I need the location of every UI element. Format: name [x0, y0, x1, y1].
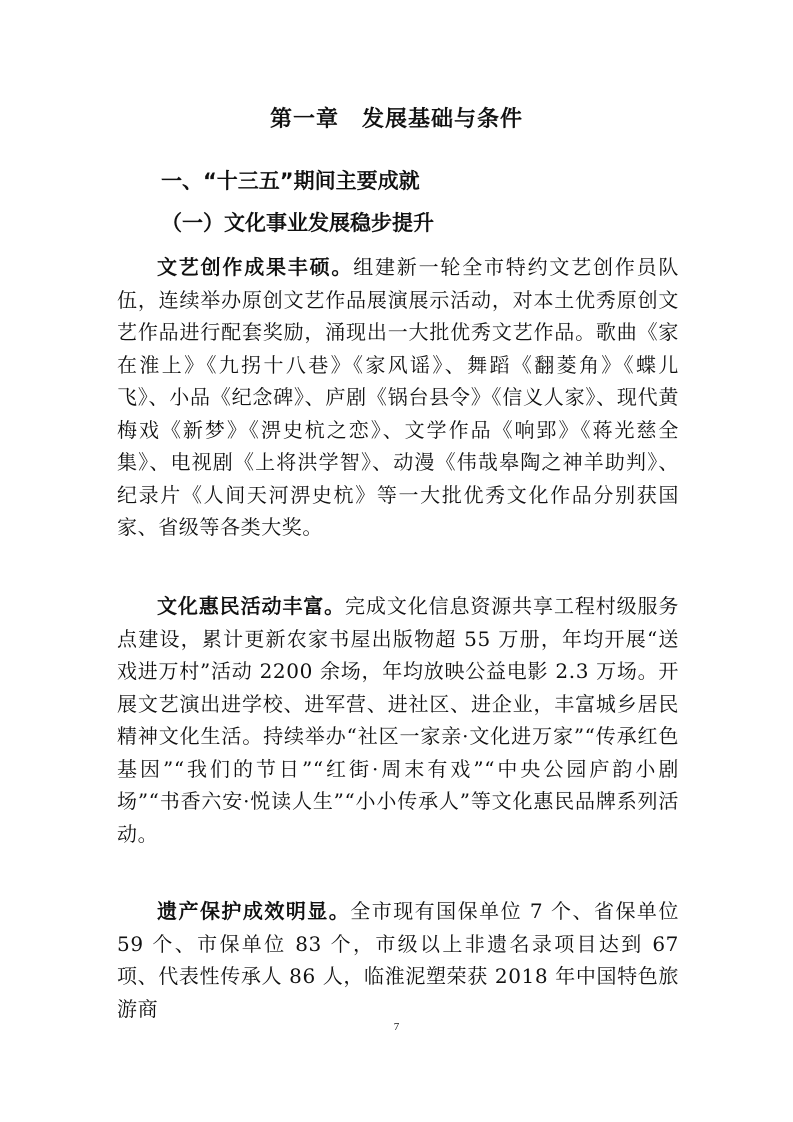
paragraph-body: 完成文化信息资源共享工程村级服务点建设，累计更新农家书屋出版物超 55 万册，年均开展“送戏进万村”活动 2200 余场，年均放映公益电影 2.3 万场。开展文艺演出进学校、进军营、进社区、进企业，丰富城乡居民精神文化生活。持续举办“社区一家亲·文化进万家”“传承红色基因”“我们的节日”“红街·周末有戏”“中央公园庐韵小剧场”“书香六安·悦读人生”“小小传承人”等文化惠民品牌系列活动。 [117, 594, 679, 846]
paragraph-lead: 遗产保护成效明显。 [157, 899, 351, 923]
paragraph-body: 全市现有国保单位 7 个、省保单位 59 个、市保单位 83 个，市级以上非遗名录项目达到 67 项、代表性传承人 86 人，临淮泥塑荣获 2018 年中国特色旅游商 [117, 899, 680, 1021]
paragraph-culture-benefit [117, 590, 679, 850]
paragraph-lead: 文化惠民活动丰富。 [157, 594, 346, 618]
chapter-title: 第一章 发展基础与条件 [269, 107, 523, 132]
paragraph-culture-creation [117, 251, 679, 544]
paragraph-body: 组建新一轮全市特约文艺创作员队伍，连续举办原创文艺作品展演展示活动，对本土优秀原创文艺作品进行配套奖励，涌现出一大批优秀文艺作品。歌曲《家在淮上》《九拐十八巷》《家风谣》、舞蹈《翻菱角》《蝶儿飞》、小品《纪念碑》、庐剧《锅台县令》《信义人家》、现代黄梅戏《新梦》《淠史杭之恋》、文学作品《响郢》《蒋光慈全集》、电视剧《上将洪学智》、动漫《伟哉皋陶之神羊助判》、纪录片《人间天河淠史杭》等一大批优秀文化作品分别获国家、省级等各类大奖。 [117, 255, 679, 539]
section-heading: 一、“十三五”期间主要成就 [161, 169, 420, 193]
paragraph-lead: 文艺创作成果丰硕。 [157, 255, 354, 279]
page-number: 7 [393, 1021, 400, 1033]
paragraph-heritage-protection [117, 895, 679, 1025]
subsection-heading: （一）文化事业发展稳步提升 [161, 211, 434, 235]
